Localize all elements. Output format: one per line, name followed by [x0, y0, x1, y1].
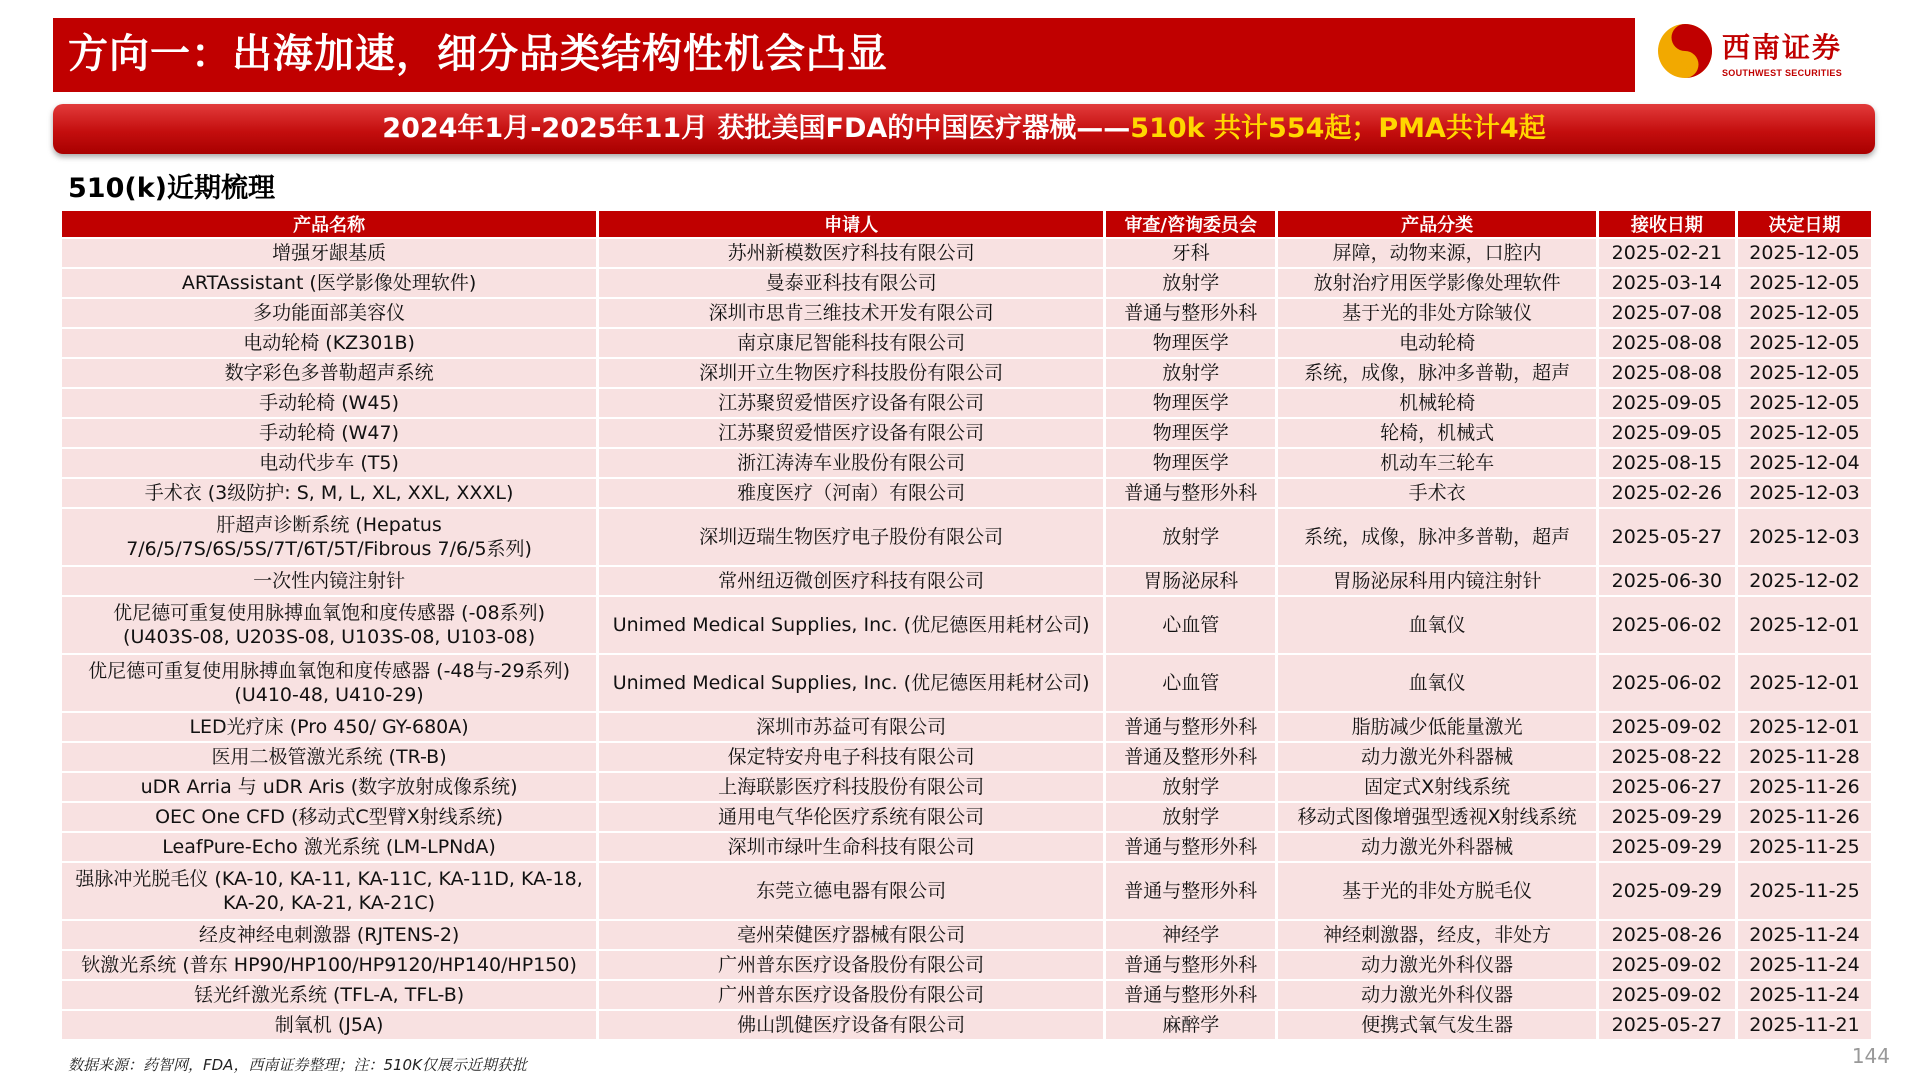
page-title: 方向一：出海加速，细分品类结构性机会凸显: [68, 31, 888, 77]
cell-product-name: 手动轮椅 (W47): [62, 419, 596, 447]
company-logo: [1638, 14, 1878, 94]
cell-category: 手术衣: [1278, 479, 1595, 507]
cell-product-name: LeafPure-Echo 激光系统 (LM-LPNdA): [62, 833, 596, 861]
header-committee: 审查/咨询委员会: [1106, 211, 1275, 237]
cell-product-name: 手术衣 (3级防护: S, M, L, XL, XXL, XXXL): [62, 479, 596, 507]
cell-product-name: ARTAssistant (医学影像处理软件): [62, 269, 596, 297]
cell-category: 基于光的非处方除皱仪: [1278, 299, 1595, 327]
table-row: [62, 833, 1871, 861]
cell-committee: 物理医学: [1106, 329, 1275, 357]
cell-product-name: 制氧机 (J5A): [62, 1011, 596, 1039]
cell-applicant: Unimed Medical Supplies, Inc. (优尼德医用耗材公司): [599, 655, 1103, 711]
cell-received-date: 2025-08-15: [1599, 449, 1735, 477]
table-body: [62, 239, 1871, 1039]
table-row: [62, 655, 1871, 711]
subtitle-highlight: 510k 共计554起；PMA共计4起: [1130, 113, 1546, 144]
cell-product-name: 强脉冲光脱毛仪 (KA-10, KA-11, KA-11C, KA-11D, KA-18, KA-20, KA-21, KA-21C): [62, 863, 596, 919]
logo-text-cn: 西南证券: [1722, 31, 1843, 64]
cell-category: 轮椅，机械式: [1278, 419, 1595, 447]
cell-category: 系统，成像，脉冲多普勒，超声: [1278, 509, 1595, 565]
table-row: [62, 863, 1871, 919]
cell-decision-date: 2025-11-21: [1738, 1011, 1871, 1039]
table-row: [62, 713, 1871, 741]
table-row: [62, 567, 1871, 595]
subtitle-banner: [53, 104, 1875, 154]
cell-committee: 普通与整形外科: [1106, 981, 1275, 1009]
cell-committee: 物理医学: [1106, 419, 1275, 447]
cell-committee: 胃肠泌尿科: [1106, 567, 1275, 595]
cell-committee: 牙科: [1106, 239, 1275, 267]
cell-applicant: 江苏聚贸爱惜医疗设备有限公司: [599, 419, 1103, 447]
cell-category: 血氧仪: [1278, 597, 1595, 653]
cell-product-name: 钬激光系统 (普东 HP90/HP100/HP9120/HP140/HP150): [62, 951, 596, 979]
cell-committee: 放射学: [1106, 803, 1275, 831]
table-row: [62, 773, 1871, 801]
table-row: [62, 359, 1871, 387]
cell-applicant: 佛山凯健医疗设备有限公司: [599, 1011, 1103, 1039]
cell-committee: 普通与整形外科: [1106, 833, 1275, 861]
cell-category: 电动轮椅: [1278, 329, 1595, 357]
cell-applicant: 曼泰亚科技有限公司: [599, 269, 1103, 297]
cell-received-date: 2025-03-14: [1599, 269, 1735, 297]
cell-decision-date: 2025-12-05: [1738, 419, 1871, 447]
cell-received-date: 2025-06-02: [1599, 655, 1735, 711]
cell-product-name: 一次性内镜注射针: [62, 567, 596, 595]
cell-category: 便携式氧气发生器: [1278, 1011, 1595, 1039]
cell-decision-date: 2025-12-05: [1738, 329, 1871, 357]
table-row: [62, 299, 1871, 327]
cell-applicant: Unimed Medical Supplies, Inc. (优尼德医用耗材公司): [599, 597, 1103, 653]
table-row: [62, 449, 1871, 477]
cell-category: 固定式X射线系统: [1278, 773, 1595, 801]
cell-committee: 普通与整形外科: [1106, 951, 1275, 979]
table-row: [62, 479, 1871, 507]
cell-decision-date: 2025-12-05: [1738, 389, 1871, 417]
cell-product-name: 数字彩色多普勒超声系统: [62, 359, 596, 387]
cell-category: 脂肪减少低能量激光: [1278, 713, 1595, 741]
cell-product-name: 优尼德可重复使用脉搏血氧饱和度传感器 (-08系列) (U403S-08, U203S-08, U103S-08, U103-08): [62, 597, 596, 653]
logo-text-en: SOUTHWEST SECURITIES: [1722, 68, 1843, 78]
cell-product-name: 铥光纤激光系统 (TFL-A, TFL-B): [62, 981, 596, 1009]
table-row: [62, 389, 1871, 417]
table-row: [62, 419, 1871, 447]
cell-committee: 放射学: [1106, 509, 1275, 565]
cell-committee: 心血管: [1106, 655, 1275, 711]
cell-applicant: 保定特安舟电子科技有限公司: [599, 743, 1103, 771]
cell-received-date: 2025-09-02: [1599, 951, 1735, 979]
cell-received-date: 2025-09-29: [1599, 803, 1735, 831]
cell-product-name: 多功能面部美容仪: [62, 299, 596, 327]
cell-received-date: 2025-08-08: [1599, 329, 1735, 357]
logo-emblem-icon: [1656, 22, 1714, 80]
cell-category: 动力激光外科器械: [1278, 833, 1595, 861]
cell-received-date: 2025-08-22: [1599, 743, 1735, 771]
header-applicant: 申请人: [599, 211, 1103, 237]
cell-decision-date: 2025-11-24: [1738, 921, 1871, 949]
cell-product-name: 电动代步车 (T5): [62, 449, 596, 477]
table-row: [62, 951, 1871, 979]
cell-decision-date: 2025-12-04: [1738, 449, 1871, 477]
cell-category: 机动车三轮车: [1278, 449, 1595, 477]
cell-decision-date: 2025-12-03: [1738, 479, 1871, 507]
cell-applicant: 亳州荣健医疗器械有限公司: [599, 921, 1103, 949]
cell-applicant: 深圳开立生物医疗科技股份有限公司: [599, 359, 1103, 387]
table-row: [62, 921, 1871, 949]
cell-applicant: 苏州新模数医疗科技有限公司: [599, 239, 1103, 267]
table-row: [62, 269, 1871, 297]
cell-committee: 物理医学: [1106, 389, 1275, 417]
table-row: [62, 981, 1871, 1009]
table-row: [62, 597, 1871, 653]
cell-committee: 物理医学: [1106, 449, 1275, 477]
cell-applicant: 上海联影医疗科技股份有限公司: [599, 773, 1103, 801]
cell-product-name: 电动轮椅 (KZ301B): [62, 329, 596, 357]
cell-received-date: 2025-09-02: [1599, 981, 1735, 1009]
cell-committee: 心血管: [1106, 597, 1275, 653]
cell-category: 动力激光外科仪器: [1278, 981, 1595, 1009]
cell-applicant: 广州普东医疗设备股份有限公司: [599, 951, 1103, 979]
cell-received-date: 2025-05-27: [1599, 509, 1735, 565]
cell-decision-date: 2025-12-01: [1738, 597, 1871, 653]
cell-product-name: uDR Arria 与 uDR Aris (数字放射成像系统): [62, 773, 596, 801]
table-row: [62, 329, 1871, 357]
cell-applicant: 深圳迈瑞生物医疗电子股份有限公司: [599, 509, 1103, 565]
cell-category: 机械轮椅: [1278, 389, 1595, 417]
cell-received-date: 2025-09-29: [1599, 863, 1735, 919]
cell-category: 放射治疗用医学影像处理软件: [1278, 269, 1595, 297]
cell-product-name: 医用二极管激光系统 (TR-B): [62, 743, 596, 771]
cell-decision-date: 2025-11-26: [1738, 773, 1871, 801]
header-category: 产品分类: [1278, 211, 1595, 237]
cell-committee: 放射学: [1106, 359, 1275, 387]
cell-committee: 神经学: [1106, 921, 1275, 949]
cell-committee: 普通与整形外科: [1106, 863, 1275, 919]
page-number: 144: [1851, 1044, 1890, 1068]
cell-applicant: 深圳市思肯三维技术开发有限公司: [599, 299, 1103, 327]
cell-category: 屏障，动物来源，口腔内: [1278, 239, 1595, 267]
cell-committee: 普通与整形外科: [1106, 713, 1275, 741]
cell-product-name: 优尼德可重复使用脉搏血氧饱和度传感器 (-48与-29系列) (U410-48, U410-29): [62, 655, 596, 711]
fda-510k-table: [59, 209, 1874, 1041]
cell-product-name: 肝超声诊断系统 (Hepatus 7/6/5/7S/6S/5S/7T/6T/5T/Fibrous 7/6/5系列): [62, 509, 596, 565]
cell-received-date: 2025-09-05: [1599, 389, 1735, 417]
cell-applicant: 江苏聚贸爱惜医疗设备有限公司: [599, 389, 1103, 417]
cell-decision-date: 2025-12-01: [1738, 713, 1871, 741]
table-row: [62, 803, 1871, 831]
section-label: 510(k)近期梳理: [68, 173, 275, 204]
cell-applicant: 南京康尼智能科技有限公司: [599, 329, 1103, 357]
cell-decision-date: 2025-12-05: [1738, 239, 1871, 267]
cell-category: 基于光的非处方脱毛仪: [1278, 863, 1595, 919]
cell-received-date: 2025-02-26: [1599, 479, 1735, 507]
cell-committee: 普通与整形外科: [1106, 299, 1275, 327]
cell-committee: 放射学: [1106, 773, 1275, 801]
table-header-row: [62, 211, 1871, 237]
cell-category: 血氧仪: [1278, 655, 1595, 711]
cell-category: 神经刺激器，经皮，非处方: [1278, 921, 1595, 949]
cell-decision-date: 2025-11-25: [1738, 833, 1871, 861]
table-row: [62, 1011, 1871, 1039]
header-decision-date: 决定日期: [1738, 211, 1871, 237]
cell-received-date: 2025-05-27: [1599, 1011, 1735, 1039]
cell-category: 系统，成像，脉冲多普勒，超声: [1278, 359, 1595, 387]
table-row: [62, 743, 1871, 771]
cell-category: 动力激光外科仪器: [1278, 951, 1595, 979]
cell-applicant: 广州普东医疗设备股份有限公司: [599, 981, 1103, 1009]
cell-product-name: OEC One CFD (移动式C型臂X射线系统): [62, 803, 596, 831]
cell-committee: 麻醉学: [1106, 1011, 1275, 1039]
cell-category: 动力激光外科器械: [1278, 743, 1595, 771]
table-row: [62, 239, 1871, 267]
cell-decision-date: 2025-11-26: [1738, 803, 1871, 831]
cell-decision-date: 2025-11-24: [1738, 951, 1871, 979]
cell-category: 移动式图像增强型透视X射线系统: [1278, 803, 1595, 831]
cell-received-date: 2025-02-21: [1599, 239, 1735, 267]
cell-received-date: 2025-09-05: [1599, 419, 1735, 447]
cell-product-name: LED光疗床 (Pro 450/ GY-680A): [62, 713, 596, 741]
cell-received-date: 2025-09-29: [1599, 833, 1735, 861]
cell-decision-date: 2025-11-28: [1738, 743, 1871, 771]
cell-received-date: 2025-08-26: [1599, 921, 1735, 949]
cell-decision-date: 2025-12-01: [1738, 655, 1871, 711]
cell-decision-date: 2025-11-25: [1738, 863, 1871, 919]
subtitle-main: 2024年1月-2025年11月 获批美国FDA的中国医疗器械——: [382, 113, 1131, 144]
cell-applicant: 浙江涛涛车业股份有限公司: [599, 449, 1103, 477]
cell-committee: 放射学: [1106, 269, 1275, 297]
cell-received-date: 2025-08-08: [1599, 359, 1735, 387]
cell-decision-date: 2025-12-05: [1738, 269, 1871, 297]
cell-applicant: 东莞立德电器有限公司: [599, 863, 1103, 919]
cell-committee: 普通与整形外科: [1106, 479, 1275, 507]
header-product-name: 产品名称: [62, 211, 596, 237]
cell-decision-date: 2025-12-02: [1738, 567, 1871, 595]
cell-committee: 普通及整形外科: [1106, 743, 1275, 771]
cell-applicant: 深圳市绿叶生命科技有限公司: [599, 833, 1103, 861]
cell-applicant: 通用电气华伦医疗系统有限公司: [599, 803, 1103, 831]
cell-received-date: 2025-06-30: [1599, 567, 1735, 595]
cell-decision-date: 2025-11-24: [1738, 981, 1871, 1009]
source-note: 数据来源：药智网，FDA，西南证券整理；注：510K仅展示近期获批: [68, 1056, 527, 1074]
cell-received-date: 2025-07-08: [1599, 299, 1735, 327]
cell-applicant: 雅度医疗（河南）有限公司: [599, 479, 1103, 507]
cell-decision-date: 2025-12-03: [1738, 509, 1871, 565]
table-row: [62, 509, 1871, 565]
cell-product-name: 手动轮椅 (W45): [62, 389, 596, 417]
cell-decision-date: 2025-12-05: [1738, 299, 1871, 327]
cell-received-date: 2025-09-02: [1599, 713, 1735, 741]
cell-applicant: 常州纽迈微创医疗科技有限公司: [599, 567, 1103, 595]
cell-decision-date: 2025-12-05: [1738, 359, 1871, 387]
cell-received-date: 2025-06-02: [1599, 597, 1735, 653]
cell-received-date: 2025-06-27: [1599, 773, 1735, 801]
cell-product-name: 增强牙龈基质: [62, 239, 596, 267]
cell-product-name: 经皮神经电刺激器 (RJTENS-2): [62, 921, 596, 949]
header-received-date: 接收日期: [1599, 211, 1735, 237]
cell-category: 胃肠泌尿科用内镜注射针: [1278, 567, 1595, 595]
cell-applicant: 深圳市苏益可有限公司: [599, 713, 1103, 741]
